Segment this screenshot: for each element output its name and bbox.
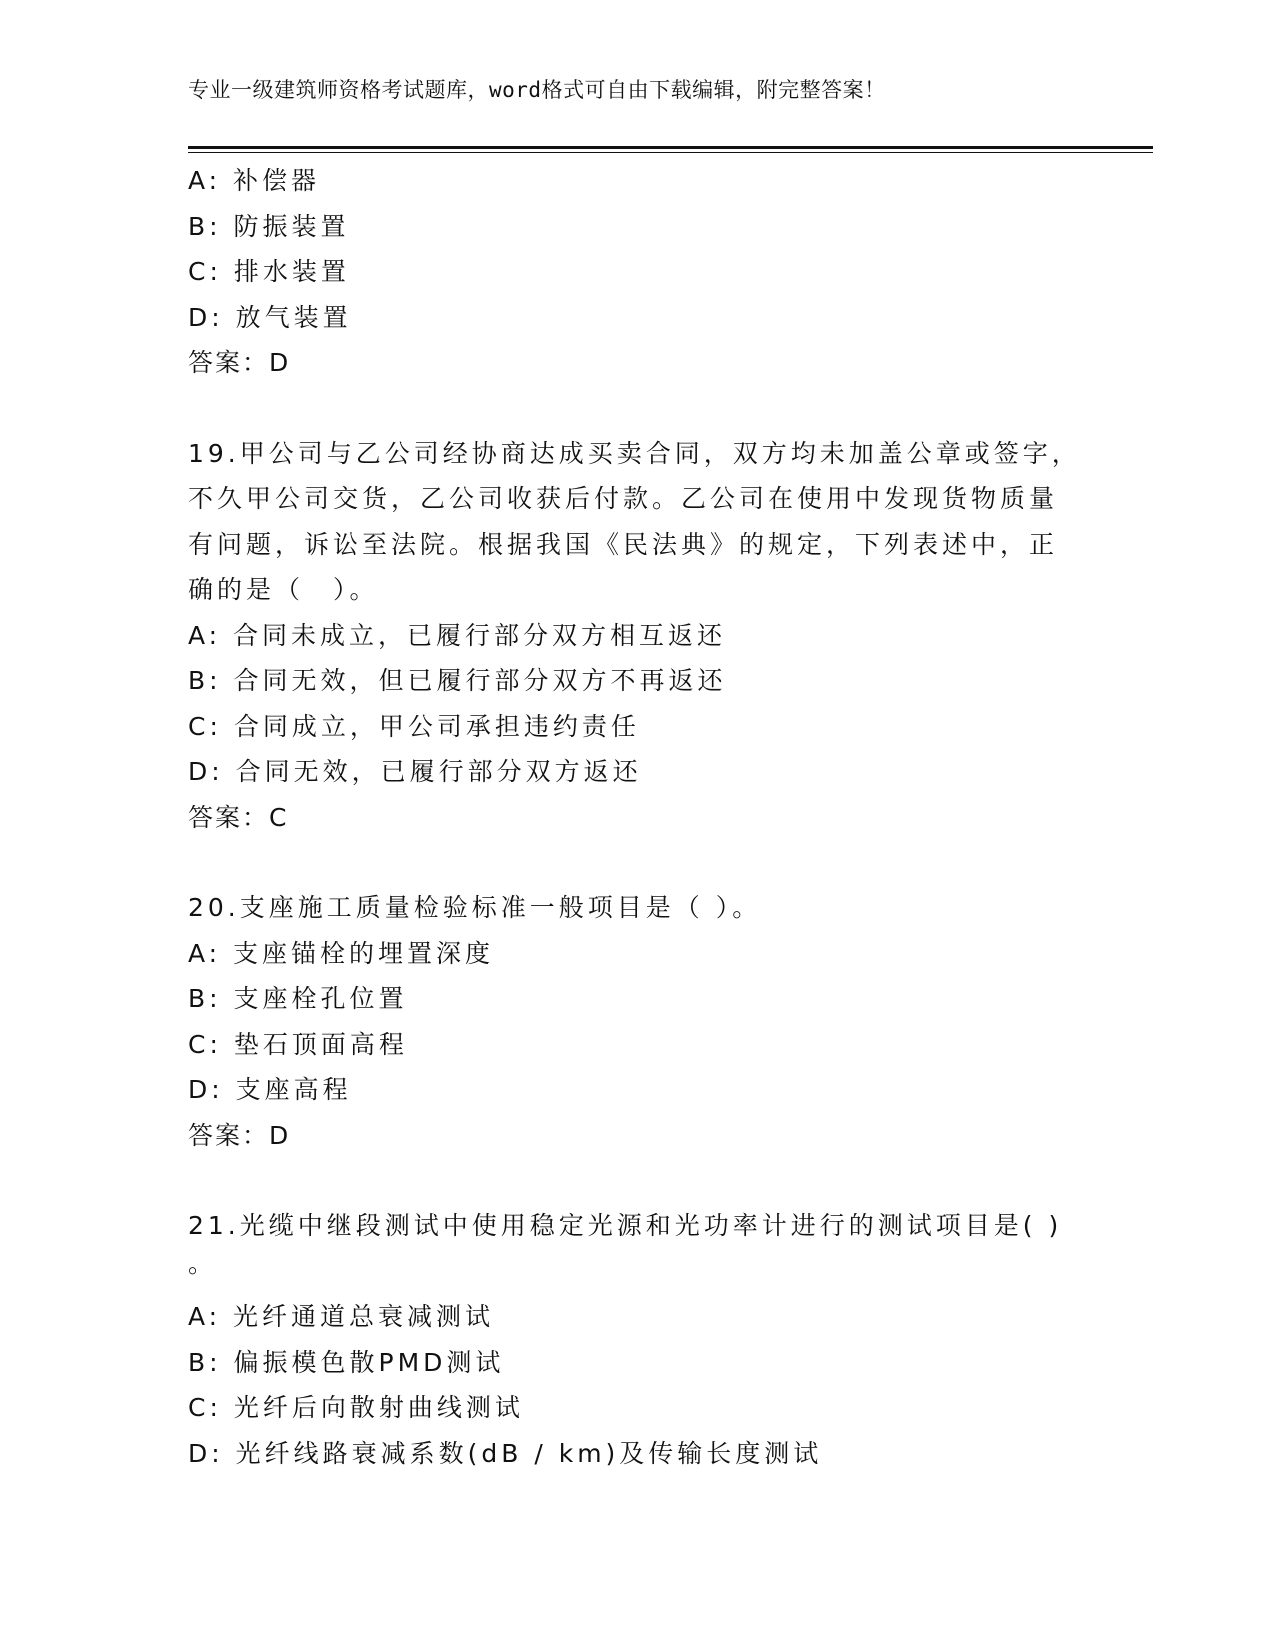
answer: 答案：D	[188, 348, 291, 377]
spacer	[188, 840, 1068, 885]
option-b: B: 偏振模色散PMD测试	[188, 1347, 505, 1377]
answer: 答案：D	[188, 1120, 291, 1150]
option-d: D: 支座高程	[188, 1075, 352, 1104]
option-a: A: 支座锚栓的埋置深度	[188, 938, 495, 968]
option-a: A: 合同未成立，已履行部分双方相互返还	[188, 620, 727, 650]
option-a: A: 光纤通道总衰减测试	[188, 1302, 495, 1331]
header-rule-thin	[188, 152, 1153, 153]
spacer	[188, 386, 1068, 431]
document-content	[188, 158, 1081, 1476]
question-stem-line: 20.支座施工质量检验标准一般项目是（ ）。	[188, 893, 762, 922]
answer: 答案：C	[188, 802, 289, 832]
question-stem-line: 19.甲公司与乙公司经协商达成买卖合同，双方均未加盖公章或签字，	[188, 438, 1081, 468]
question-stem-line: 不久甲公司交货，乙公司收获后付款。乙公司在使用中发现货物质量	[188, 484, 1059, 513]
option-c: C: 光纤后向散射曲线测试	[188, 1393, 524, 1422]
spacer	[188, 1158, 1068, 1203]
option-b: B: 合同无效，但已履行部分双方不再返还	[188, 666, 727, 695]
option-a: A: 补偿器	[188, 166, 321, 195]
question-21	[188, 1203, 1068, 1476]
question-stem-line: 21.光缆中继段测试中使用稳定光源和光功率计进行的测试项目是( )	[188, 1211, 1063, 1240]
option-d: D: 光纤线路衰减系数(dB / km)及传输长度测试	[188, 1438, 823, 1468]
question-20	[188, 885, 1068, 1158]
question-stem-line: 。	[188, 1248, 218, 1278]
question-stem-line: 确的是（ ）。	[188, 575, 379, 604]
option-b: B: 支座栓孔位置	[188, 984, 408, 1013]
question-18-options	[188, 158, 1068, 386]
option-c: C: 垫石顶面高程	[188, 1029, 408, 1059]
header-note: 专业一级建筑师资格考试题库，word格式可自由下载编辑，附完整答案！	[188, 78, 886, 102]
option-c: C: 排水装置	[188, 257, 350, 286]
question-stem-line: 有问题，诉讼至法院。根据我国《民法典》的规定，下列表述中，正	[188, 529, 1059, 559]
option-d: D: 合同无效，已履行部分双方返还	[188, 757, 642, 786]
header-rule-thick	[188, 146, 1153, 149]
question-19	[188, 431, 1081, 841]
option-c: C: 合同成立，甲公司承担违约责任	[188, 711, 640, 741]
option-b: B: 防振装置	[188, 211, 350, 241]
option-d: D: 放气装置	[188, 302, 352, 332]
